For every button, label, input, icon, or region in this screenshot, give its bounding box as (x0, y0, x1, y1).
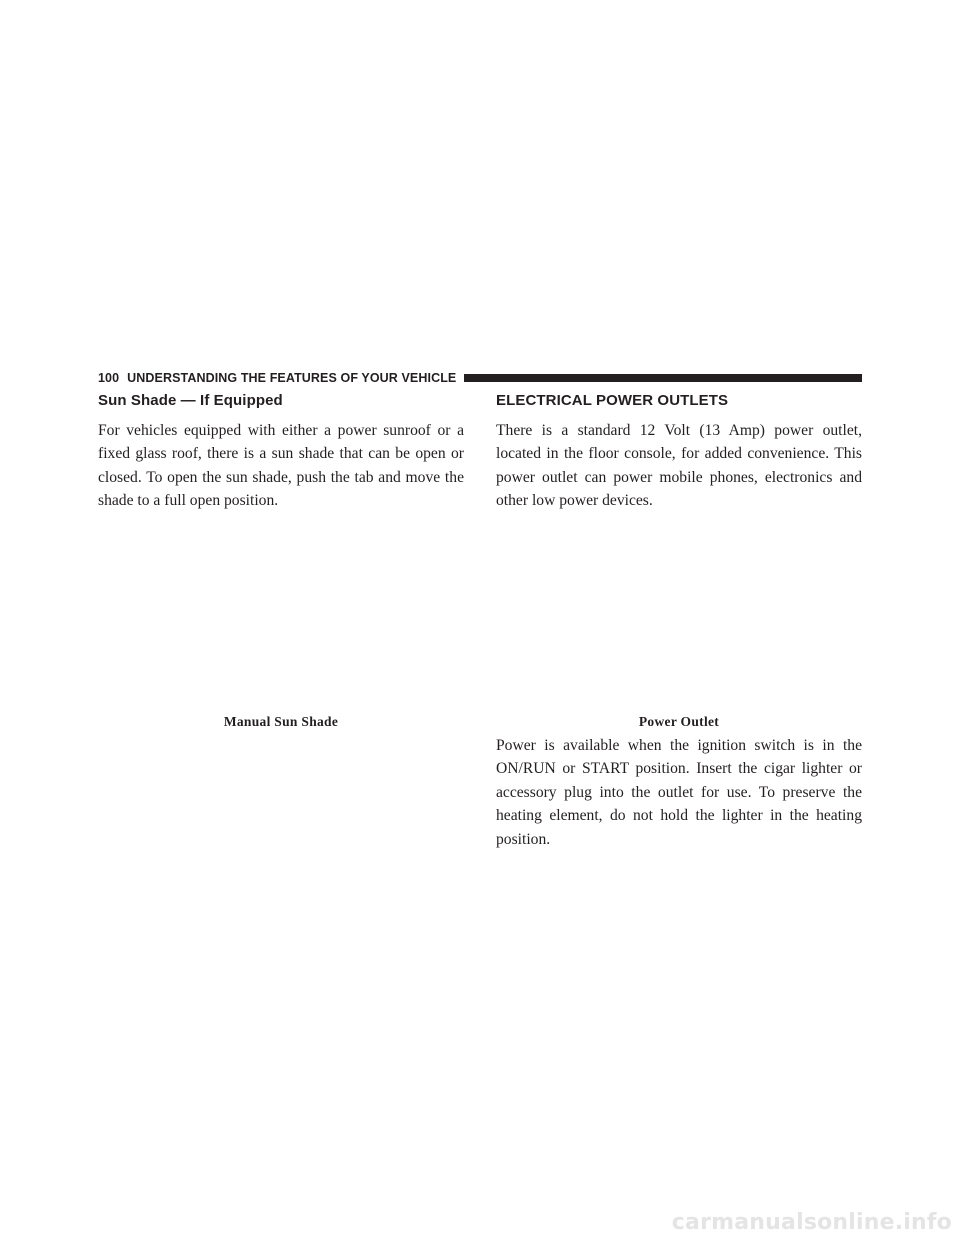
right-column (496, 392, 862, 513)
left-column (98, 392, 464, 513)
section-title: UNDERSTANDING THE FEATURES OF YOUR VEHICLE (127, 371, 457, 385)
page-number: 100 (98, 371, 120, 385)
sun-shade-heading: Sun Shade — If Equipped (98, 392, 283, 409)
sun-shade-caption: Manual Sun Shade (223, 714, 339, 729)
watermark: carmanualsonline.info (671, 1210, 952, 1235)
sun-shade-figure (98, 508, 464, 708)
power-outlet-figure (496, 508, 862, 708)
power-outlets-paragraph-2: Power is available when the ignition switch is in the ON/RUN or START position. Insert the cigar lighter or accessory plug into the outlet for use. To preserve the heating element, do not hold the lighter in the heating position. (496, 737, 862, 848)
power-outlet-caption: Power Outlet (638, 714, 720, 729)
power-outlets-paragraph-1: There is a standard 12 Volt (13 Amp) power outlet, located in the floor console, for added convenience. This power outlet can power mobile phones, electronics and other low power devices. (496, 422, 862, 510)
page-header (98, 368, 862, 388)
power-outlets-paragraph-2-block (496, 734, 862, 851)
power-outlets-heading: ELECTRICAL POWER OUTLETS (496, 392, 729, 409)
header-rule (464, 374, 862, 382)
sun-shade-paragraph: For vehicles equipped with either a power sunroof or a fixed glass roof, there is a sun shade that can be open or closed. To open the sun shade, push the tab and move the shade to a full open position. (98, 422, 464, 510)
